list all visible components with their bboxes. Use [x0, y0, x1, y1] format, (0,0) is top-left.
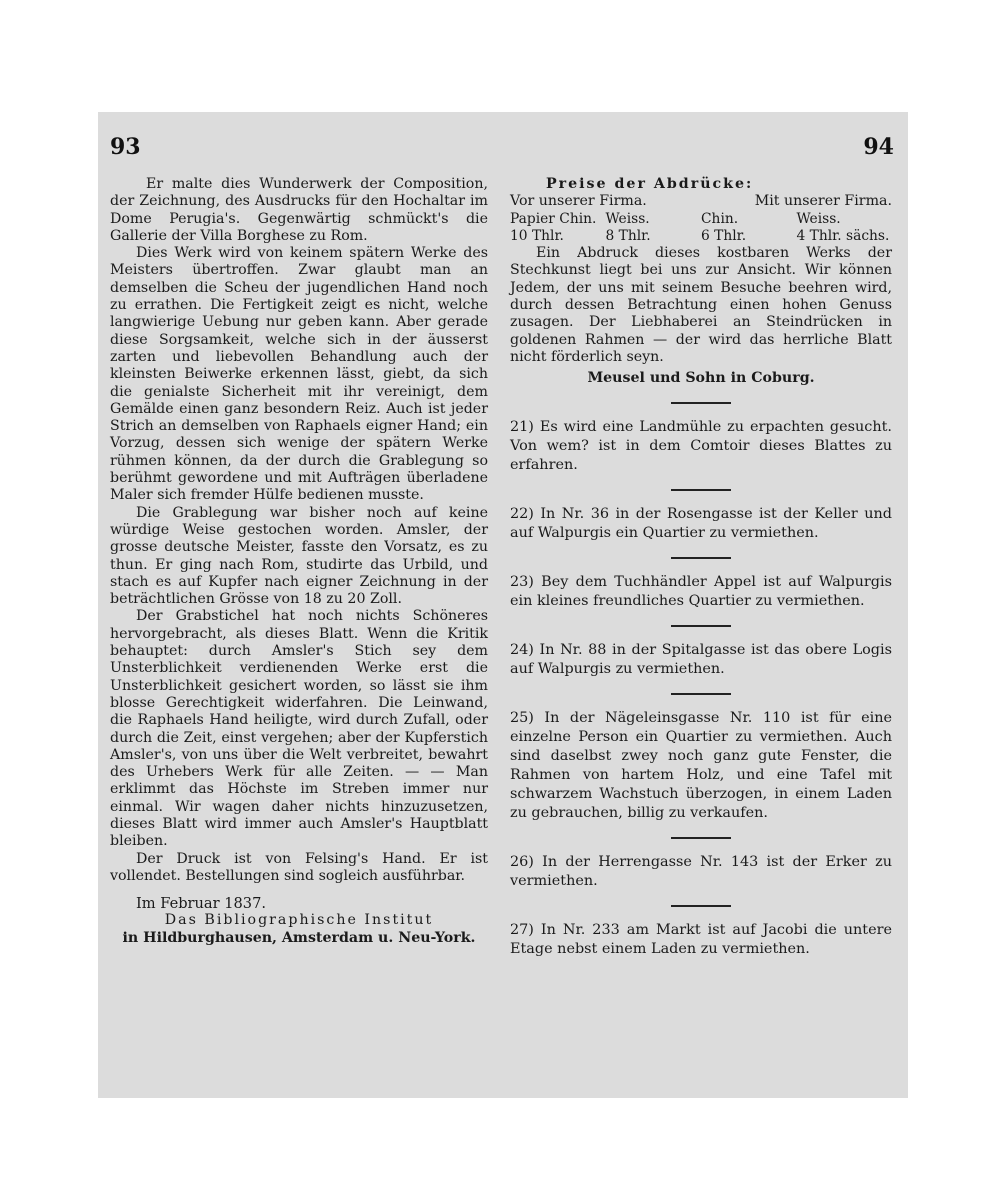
publisher-address: in Hildburghausen, Amsterdam u. Neu-York. [122, 929, 476, 946]
classified-ad: 22) In Nr. 36 in der Rosengasse ist der Keller und auf Walpurgis ein Quartier zu vermiethen. [510, 505, 892, 541]
page-number-right: 94 [863, 134, 894, 160]
newspaper-page [98, 112, 908, 1098]
publisher-line: Das Bibliographische Institut [164, 912, 434, 929]
date-line: Im Februar 1837. [136, 895, 267, 913]
divider-rule [671, 489, 731, 491]
page-number-left: 93 [110, 134, 141, 160]
price-value: 4 Thlr. sächs. [796, 227, 890, 244]
signature: Meusel und Sohn in Coburg. [587, 370, 815, 387]
firm-without-label: Vor unserer Firma. [510, 193, 647, 210]
price-types-row [510, 211, 892, 228]
divider-rule [671, 402, 731, 404]
price-type: Papier Chin. [510, 210, 597, 227]
divider-rule [671, 693, 731, 695]
price-type: Weiss. [796, 210, 841, 227]
classified-ad: 21) Es wird eine Landmühle zu erpachten gesucht. Von wem? ist in dem Comtoir dieses Blattes zu erfahren. [510, 418, 892, 473]
price-value: 8 Thlr. [605, 227, 651, 244]
classified-ad: 27) In Nr. 233 am Markt ist auf Jacobi die untere Etage nebst einem Laden zu vermiethen. [510, 921, 892, 957]
paragraph: Er malte dies Wunderwerk der Composition, der Zeichnung, des Ausdrucks für den Hochaltar im Dome Perugia's. Gegenwärtig schmückt's die Gallerie der Villa Borghese zu Rom. [110, 176, 488, 244]
classified-ad: 24) In Nr. 88 in der Spitalgasse ist das obere Logis auf Walpurgis zu vermiethen. [510, 641, 892, 677]
divider-rule [671, 625, 731, 627]
price-type: Chin. [701, 210, 739, 227]
divider-rule [671, 837, 731, 839]
classified-ad: 23) Bey dem Tuchhändler Appel ist auf Walpurgis ein kleines freundliches Quartier zu vermiethen. [510, 573, 892, 609]
paragraph: Die Grablegung war bisher noch auf keine würdige Weise gestochen worden. Amsler, der grosse deutsche Meister, fasste den Vorsatz, es zu thun. Er ging nach Rom, studirte das Urbild, und stach es auf Kupfer nach eigner Zeichnung in der beträchtlichen Grösse von 18 zu 20 Zoll. [110, 504, 488, 608]
prices-heading: Preise der Abdrücke: [546, 176, 754, 192]
price-type: Weiss. [605, 210, 650, 227]
right-column [510, 176, 892, 959]
paragraph: Der Grabstichel hat noch nichts Schöneres hervorgebracht, als dieses Blatt. Wenn die Kritik behauptet: durch Amsler's Stich sey dem Unsterblichkeit verdienenden Werke erst die Unsterblichkeit gesichert worden, so lässt sie ihm blosse Gerechtigkeit widerfahren. Die Leinwand, die Raphaels Hand heiligte, wird durch Zufall, oder durch die Zeit, einst vergehen; aber der Kupferstich Amsler's, von uns über die Welt verbreitet, bewahrt des Urhebers Werk für alle Zeiten. — — Man erklimmt das Höchste im Streben immer nur einmal. Wir wagen daher nichts hinzuzusetzen, dieses Blatt wird immer auch Amsler's Hauptblatt bleiben. [110, 608, 488, 850]
paragraph: Ein Abdruck dieses kostbaren Werks der Stechkunst liegt bei uns zur Ansicht. Wir können Jedem, der uns mit seinem Besuche beehren wird, durch dessen Betrachtung einen hohen Genuss zusagen. Der Liebhaberei an Steindrücken in goldenen Rahmen — der wird das herrliche Blatt nicht förderlich seyn. [510, 245, 892, 365]
paragraph: Dies Werk wird von keinem spätern Werke des Meisters übertroffen. Zwar glaubt man an demselben die Scheu der jugendlichen Hand noch zu errathen. Die Fertigkeit zeigt es nicht, welche langwierige Uebung nur geben kann. Aber gerade diese Sorgsamkeit, welche sich in der äusserst zarten und liebevollen Behandlung auch der kleinsten Beiwerke erkennen lässt, giebt, da sich die genialste Sicherheit mit ihr vereinigt, dem Gemälde einen ganz besondern Reiz. Auch ist jeder Strich an demselben von Raphaels eigner Hand; ein Vorzug, dessen sich wenige der spätern Werke rühmen können, da der durch die Grablegung so berühmt gewordene und mit Aufträgen überladene Maler sich fremder Hülfe bedienen musste. [110, 245, 488, 504]
firm-row [510, 193, 892, 210]
classified-ad: 26) In der Herrengasse Nr. 143 ist der Erker zu vermiethen. [510, 853, 892, 889]
left-column [110, 176, 488, 947]
firm-with-label: Mit unserer Firma. [754, 193, 892, 210]
divider-rule [671, 557, 731, 559]
paragraph: Der Druck ist von Felsing's Hand. Er ist vollendet. Bestellungen sind sogleich ausführbar. [110, 850, 488, 884]
price-value: 10 Thlr. [510, 227, 564, 244]
price-value: 6 Thlr. [701, 227, 747, 244]
divider-rule [671, 905, 731, 907]
price-values-row [510, 228, 892, 245]
classified-ad: 25) In der Nägeleinsgasse Nr. 110 ist für eine einzelne Person ein Quartier zu vermiethen. Auch sind daselbst zwey noch ganz gute Fenster, die Rahmen von hartem Holz, und eine Tafel mit schwarzem Wachstuch überzogen, in einem Laden zu gebrauchen, billig zu verkaufen. [510, 709, 892, 821]
